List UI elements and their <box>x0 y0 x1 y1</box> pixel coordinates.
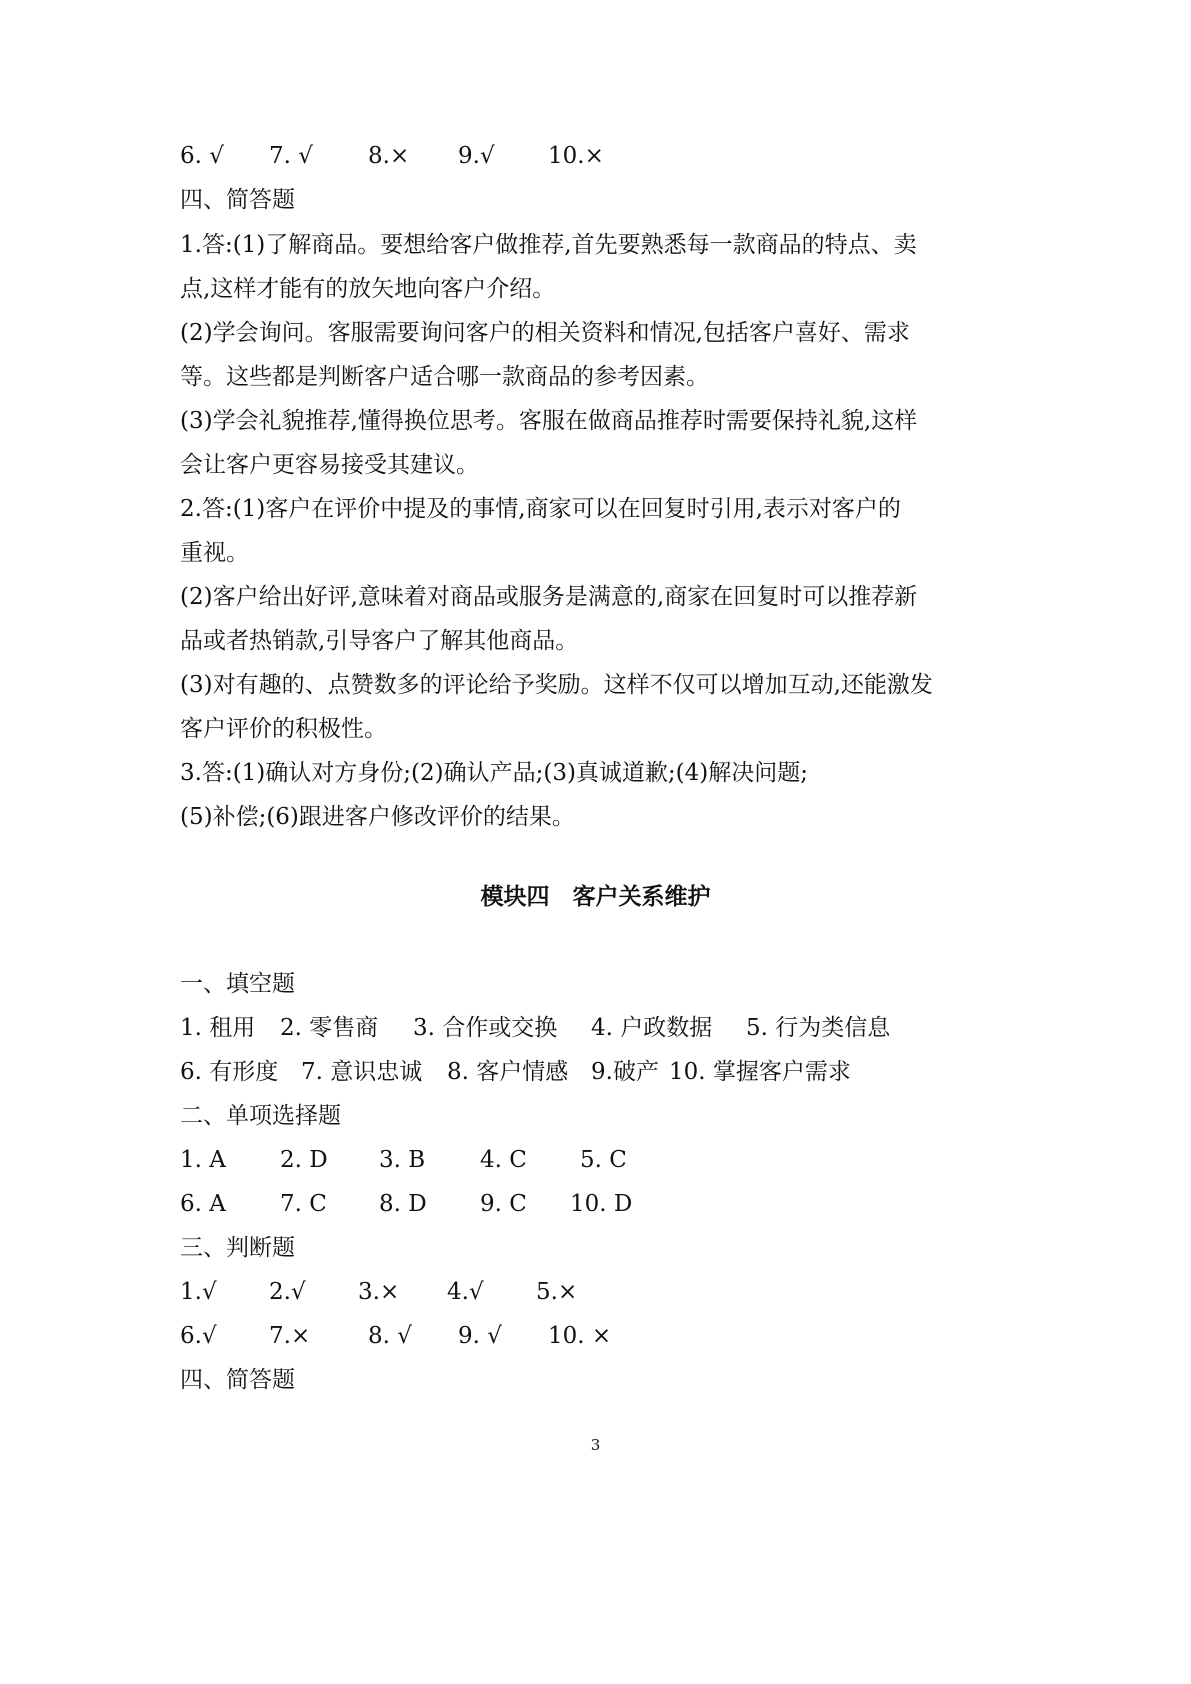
answer-item: 4.√ <box>447 1279 484 1305</box>
section-heading: 四、简答题 <box>180 187 295 213</box>
answer-item: 7. 意识忠诚 <box>301 1059 423 1085</box>
answer-item: 8. √ <box>368 1323 412 1349</box>
answer-item: 7. √ <box>269 143 313 169</box>
answer-item: 4. 户政数据 <box>591 1015 713 1041</box>
answer-line: 重视。 <box>180 540 249 566</box>
answer-item: 2. 零售商 <box>280 1015 379 1041</box>
answer-item: 10. D <box>570 1191 633 1217</box>
answer-item: 5. C <box>580 1147 627 1173</box>
answer-item: 8.× <box>368 143 410 169</box>
answer-line: (5)补偿;(6)跟进客户修改评价的结果。 <box>180 804 575 830</box>
answer-line: (2)学会询问。客服需要询问客户的相关资料和情况,包括客户喜好、需求 <box>180 320 910 346</box>
answer-row <box>180 1321 1020 1351</box>
answer-line: 等。这些都是判断客户适合哪一款商品的参考因素。 <box>180 364 709 390</box>
answer-item: 6. √ <box>180 143 224 169</box>
answer-item: 6. A <box>180 1191 226 1217</box>
answer-item: 8. D <box>379 1191 427 1217</box>
answer-item: 9. √ <box>458 1323 502 1349</box>
page-number: 3 <box>590 1436 601 1454</box>
answer-item: 2. D <box>280 1147 328 1173</box>
module-title: 模块四 客户关系维护 <box>480 884 711 910</box>
answer-item: 9.破产 <box>591 1059 659 1085</box>
answer-line: 点,这样才能有的放矢地向客户介绍。 <box>180 276 556 302</box>
answer-line: (3)对有趣的、点赞数多的评论给予奖励。这样不仅可以增加互动,还能激发 <box>180 672 933 698</box>
section-heading: 二、单项选择题 <box>180 1103 341 1129</box>
answer-item: 4. C <box>480 1147 527 1173</box>
answer-line: 品或者热销款,引导客户了解其他商品。 <box>180 628 579 654</box>
answer-item: 7.× <box>269 1323 311 1349</box>
answer-item: 1.√ <box>180 1279 217 1305</box>
answer-row <box>180 141 1020 171</box>
answer-line: 1.答:(1)了解商品。要想给客户做推荐,首先要熟悉每一款商品的特点、卖 <box>180 232 917 258</box>
answer-row <box>180 1277 1020 1307</box>
answer-item: 7. C <box>280 1191 327 1217</box>
answer-item: 8. 客户情感 <box>447 1059 569 1085</box>
answer-line: 会让客户更容易接受其建议。 <box>180 452 479 478</box>
answer-item: 2.√ <box>269 1279 306 1305</box>
answer-line: (2)客户给出好评,意味着对商品或服务是满意的,商家在回复时可以推荐新 <box>180 584 918 610</box>
answer-item: 5. 行为类信息 <box>746 1015 891 1041</box>
answer-item: 1. 租用 <box>180 1015 256 1041</box>
answer-row <box>180 1057 1020 1087</box>
answer-item: 9. C <box>480 1191 527 1217</box>
answer-line: 2.答:(1)客户在评价中提及的事情,商家可以在回复时引用,表示对客户的 <box>180 496 901 522</box>
section-heading: 一、填空题 <box>180 971 295 997</box>
answer-item: 9.√ <box>458 143 495 169</box>
section-heading: 四、简答题 <box>180 1367 295 1393</box>
answer-line: (3)学会礼貌推荐,懂得换位思考。客服在做商品推荐时需要保持礼貌,这样 <box>180 408 918 434</box>
answer-item: 5.× <box>536 1279 578 1305</box>
answer-item: 3. B <box>379 1147 426 1173</box>
answer-row <box>180 1013 1020 1043</box>
answer-row <box>180 1145 1020 1175</box>
section-heading: 三、判断题 <box>180 1235 295 1261</box>
answer-item: 6.√ <box>180 1323 217 1349</box>
answer-item: 1. A <box>180 1147 226 1173</box>
answer-item: 3.× <box>358 1279 400 1305</box>
answer-item: 3. 合作或交换 <box>413 1015 558 1041</box>
answer-item: 10.× <box>548 143 604 169</box>
answer-item: 6. 有形度 <box>180 1059 279 1085</box>
answer-item: 10. × <box>548 1323 612 1349</box>
answer-line: 客户评价的积极性。 <box>180 716 387 742</box>
answer-line: 3.答:(1)确认对方身份;(2)确认产品;(3)真诚道歉;(4)解决问题; <box>180 760 809 786</box>
answer-item: 10. 掌握客户需求 <box>669 1059 851 1085</box>
answer-row <box>180 1189 1020 1219</box>
